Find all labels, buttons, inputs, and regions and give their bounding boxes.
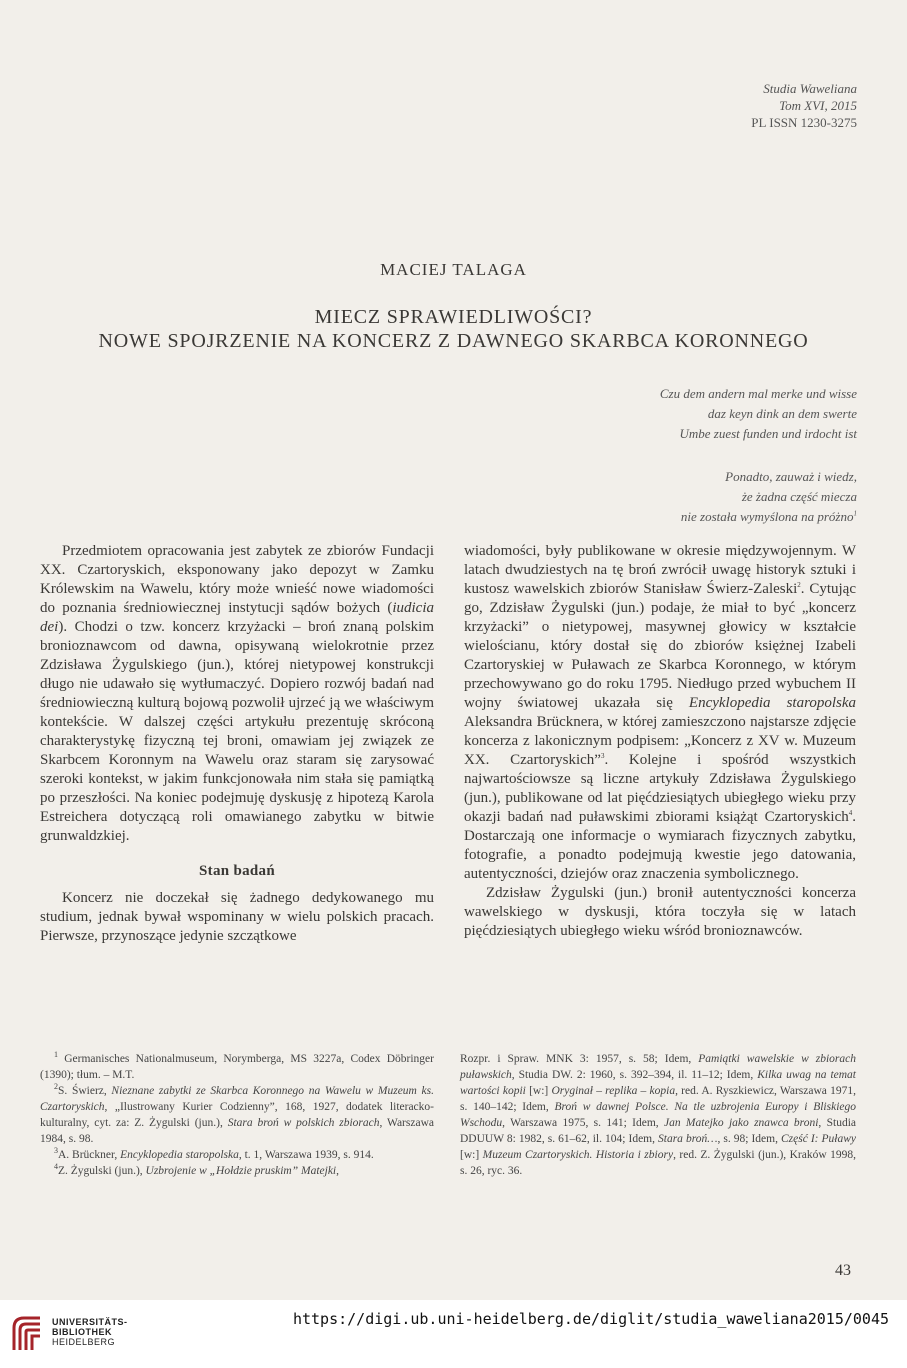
book-title: Encyklopedia staropolska [688, 695, 857, 711]
motto-original [660, 384, 857, 444]
footnote-ref[interactable]: 1 [853, 509, 857, 518]
journal-info [751, 80, 857, 131]
page-number: 43 [835, 1262, 851, 1279]
motto-line [681, 507, 857, 527]
footer-bar [0, 1300, 907, 1368]
source-url-link[interactable]: https://digi.ub.uni-heidelberg.de/diglit/studia_waweliana2015/0045 [292, 1310, 889, 1328]
footnote-continued: Rozpr. i Spraw. MNK 3: 1957, s. 58; Idem, Pamiątki wawelskie w zbiorach puławskich, Studia DW. 2: 1960, s. 392–394, il. 11–12; Idem, Kilka uwag na temat wartości kopii [w:] Oryginał – replika – kopia, red. A. Ryszkiewicz, Warszawa 1971, s. 140–142; Idem, Broń w dawnej Polsce. Na tle uzbrojenia Europy i Bliskiego Wschodu, Warszawa 1975, s. 141; Idem, Jan Matejko jako znawca broni, Studia DDUUW 8: 1982, s. 61–62, il. 104; Idem, Stara broń…, s. 98; Idem, Część I: Puławy [w:] Muzeum Czartoryskich. Historia i zbiory, red. Z. Żygulski (jun.), Kraków 1998, s. 26, ryc. 36. [460, 1053, 857, 1177]
latin-term: iudicia dei [40, 600, 434, 635]
motto-line: Ponadto, zauważ i wiedz, [725, 469, 857, 484]
article-author: MACIEJ TALAGA [380, 260, 527, 279]
footnotes-left [40, 1051, 434, 1179]
title-line-1: MIECZ SPRAWIEDLIWOŚCI? [314, 306, 593, 328]
footnote-ref[interactable]: 2 [797, 581, 801, 589]
footnote-ref[interactable]: 3 [600, 752, 605, 760]
body-paragraph: wiadomości, były publikowane w okresie międzywojennym. W latach dwudziestych na tę broń zwrócił uwagę historyk sztuki i kustosz wawelskich zbiorów Stanisław Świerz-Zaleski$^2$. Cytując go, Zdzisław Żygulski (jun.) podaje, że miał to być „koncerz krzyżacki” o nietypowej, masywnej głowicy w kształcie wielościanu, który dostał się do zbiorów księżnej Izabeli Czartoryskiej w Puławach ze Skarbca Koronnego, w którym przechowywano go do roku 1795. Niedługo przed wybuchem II wojny światowej ukazała się Encyklopedia staropolska Aleksandra Brücknera, w której zamieszczono najstarsze zdjęcie koncerza z lakonicznym podpisem: „Koncerz z XV w. Muzeum XX. Czartoryskich”$^3$. Kolejne i spośród wszystkich najwartościowsze są liczne artykuły Zdzisława Żygulskiego (jun.), publikowane od lat pięćdziesiątych ubiegłego wieku przy okazji badań nad puławskimi zbiorami książąt Czartoryskich$^4$. Dostarczają one informacje o wymiarach fizycznych zabytku, fotografie, a ponadto podejmują kwestie jego datowania, autentyczności, dziejów oraz znaczenia symbolicznego. [464, 543, 857, 882]
body-paragraph: Koncerz nie doczekał się żadnego dedykowanego mu studium, jednak bywał wspominany w wielu polskich pracach. Pierwsze, przynoszące jedynie szczątkowe [40, 890, 434, 944]
footnotes-right [460, 1051, 856, 1179]
body-paragraph: Przedmiotem opracowania jest zabytek ze zbiorów Fundacji XX. Czartoryskich, eksponowany jako depozyt w Zamku Królewskim na Wawelu, który może wnieść nowe wiadomości do poznania średniowiecznej instytucji sądów bożych (iudicia dei). Chodzi o tzw. koncerz krzyżacki – broń znaną polskim bronioznawcom od dawna, opisywaną wielokrotnie przez Zdzisława Żygulskiego (jun.), której nietypowej konstrukcji długo nie udawało się wytłumaczyć. Dopiero rozwój badań nad średniowieczną kulturą bojową pozwolił ujrzeć ją we właściwym kontekście. W dalszej części artykułu prezentuję skróconą charakterystykę fizyczną tej broni, omawiam jej związek ze Skarbcem Koronnym na Wawelu oraz staram się zarysować szeroki kontekst, w jakim funkcjonowała nim stała się pamiątką po przeszłości. Na koniec podejmuję dyskusję z hipotezą Karola Estreichera dotyczącą roli omawianego zabytku w bitwie grunwaldzkiej. [40, 543, 434, 844]
body-column-left [40, 542, 434, 946]
motto-translation [681, 467, 857, 527]
section-heading: Stan badań [199, 863, 275, 879]
motto-line: że żadna część miecza [741, 489, 857, 504]
library-logo-icon[interactable] [10, 1314, 46, 1354]
footnote: $^1$ Germanisches Nationalmuseum, Norymberga, MS 3227a, Codex Döbringer (1390); tłum. – M.T. [40, 1050, 434, 1081]
motto-line: Czu dem andern mal merke und wisse [659, 386, 857, 401]
body-column-right [464, 542, 856, 941]
journal-issn: PL ISSN 1230-3275 [751, 115, 857, 130]
motto-line: daz keyn dink an dem swerte [707, 406, 857, 421]
footnote-ref[interactable]: 4 [848, 809, 853, 817]
footnote: $^2$S. Świerz, Nieznane zabytki ze Skarbca Koronnego na Wawelu w Muzeum ks. Czartoryskich, „Ilustrowany Kurier Codzienny”, 168, 1927, dodatek literacko-kulturalny, cyt. za: Z. Żygulski (jun.), Stara broń w polskich zbiorach, Warszawa 1984, s. 98. [40, 1082, 434, 1145]
motto-line: Umbe zuest funden und irdocht ist [679, 426, 857, 441]
motto-text: nie została wymyślona na próżno [680, 509, 854, 524]
library-logo-text: UNIVERSITÄTS- BIBLIOTHEK HEIDELBERG [52, 1317, 128, 1347]
journal-volume: Tom XVI, 2015 [779, 98, 857, 113]
footnote: $^4$Z. Żygulski (jun.), Uzbrojenie w „Hołdzie pruskim” Matejki, [54, 1162, 339, 1177]
article-title [0, 305, 907, 353]
body-paragraph: Zdzisław Żygulski (jun.) bronił autentyczności koncerza wawelskiego w dyskusji, która toczyła się w latach pięćdziesiątych ubiegłego wieku wśród bronioznawców. [464, 885, 856, 939]
journal-name: Studia Waweliana [763, 81, 857, 96]
footnote: $^3$A. Brückner, Encyklopedia staropolska, t. 1, Warszawa 1939, s. 914. [54, 1146, 374, 1161]
title-line-2: NOWE SPOJRZENIE NA KONCERZ Z DAWNEGO SKARBCA KORONNEGO [98, 330, 809, 352]
